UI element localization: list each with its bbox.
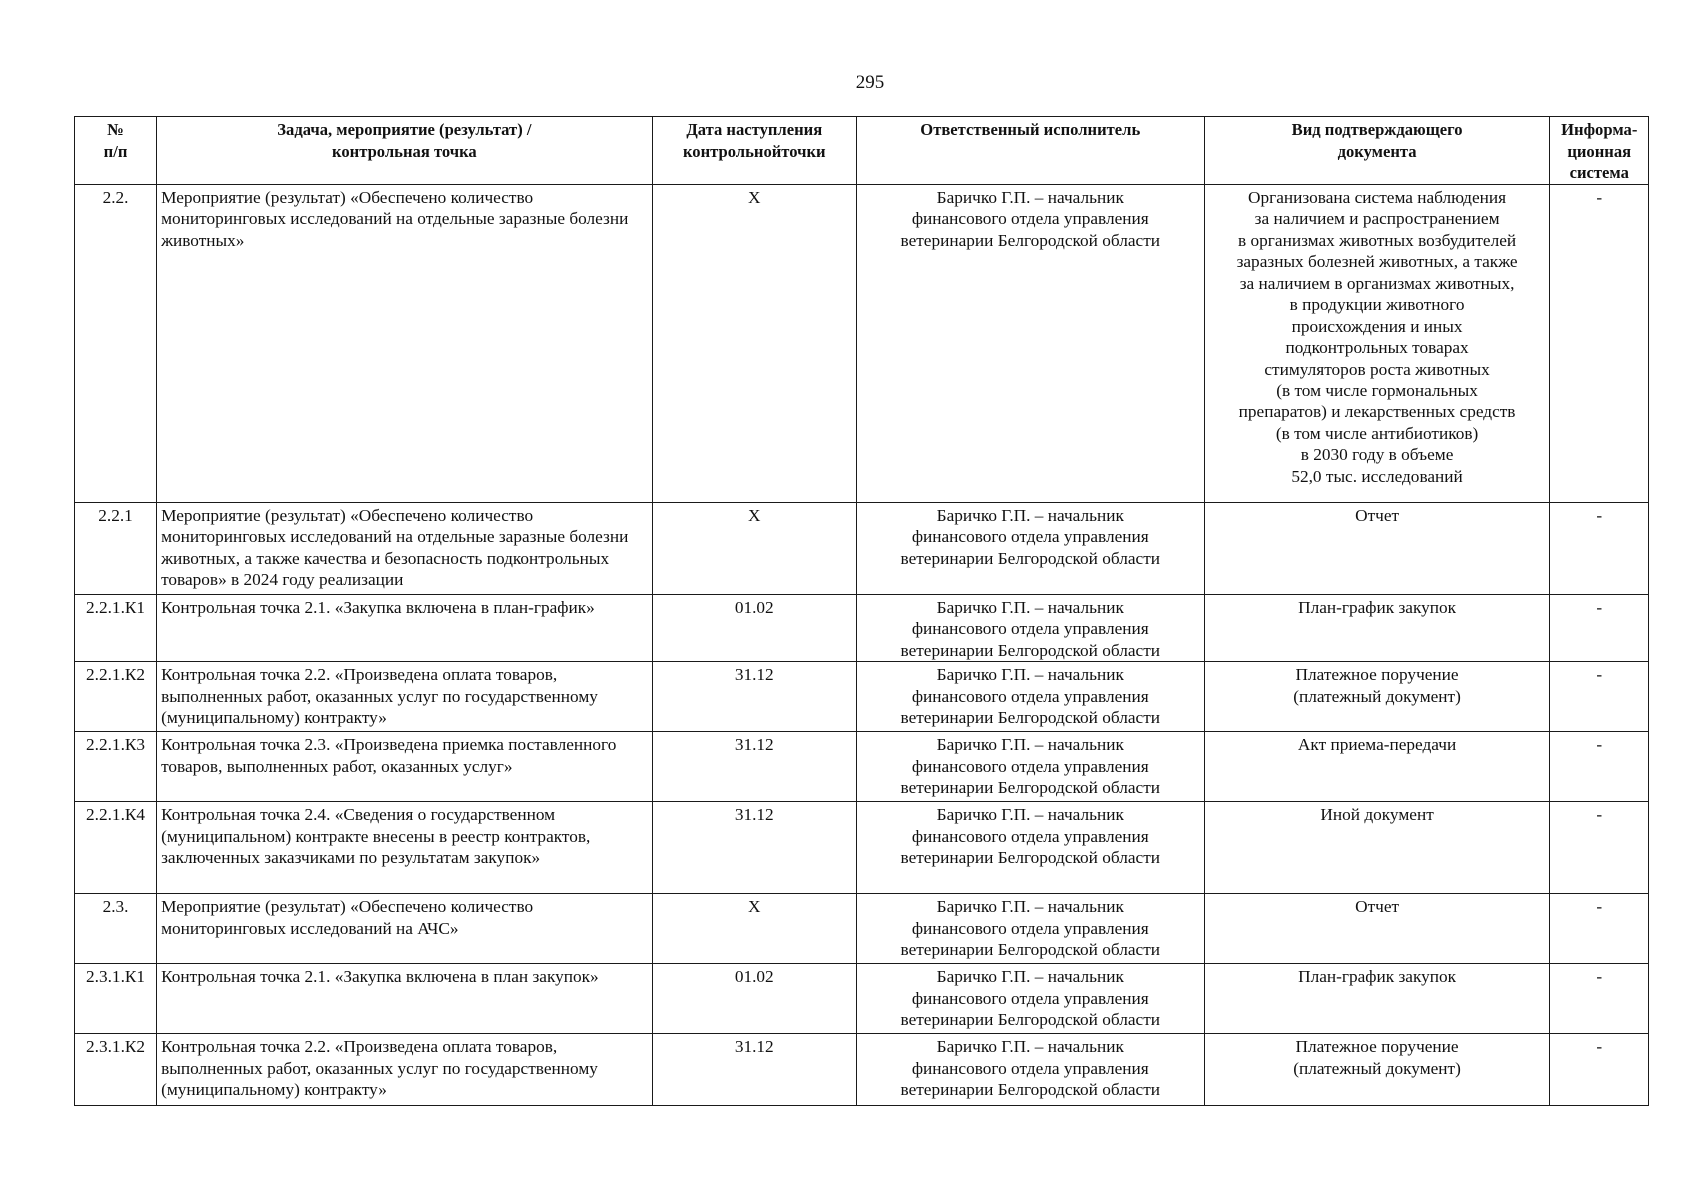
row-executor: Баричко Г.П. – начальник финансового отдела управления ветеринарии Белгородской области: [856, 185, 1204, 503]
row-doc: Платежное поручение (платежный документ): [1204, 1034, 1550, 1106]
row-info: -: [1550, 894, 1649, 964]
row-executor: Баричко Г.П. – начальник финансового отдела управления ветеринарии Белгородской области: [856, 595, 1204, 662]
row-num: 2.2.1.К4: [75, 802, 157, 894]
table-row: [75, 894, 1649, 964]
row-date: 01.02: [652, 595, 856, 662]
row-info: -: [1550, 595, 1649, 662]
row-date: X: [652, 503, 856, 595]
row-num: 2.2.1.К1: [75, 595, 157, 662]
row-task: Контрольная точка 2.2. «Произведена оплата товаров, выполненных работ, оказанных услуг по государственному (муниципальному) контракту»: [157, 662, 653, 732]
table-row: [75, 802, 1649, 894]
row-task: Мероприятие (результат) «Обеспечено количество мониторинговых исследований на отдельные заразные болезни животных»: [157, 185, 653, 503]
row-info: -: [1550, 503, 1649, 595]
row-date: 01.02: [652, 964, 856, 1034]
row-task: Контрольная точка 2.2. «Произведена оплата товаров, выполненных работ, оказанных услуг по государственному (муниципальному) контракту»: [157, 1034, 653, 1106]
row-doc: Акт приема-передачи: [1204, 732, 1550, 802]
row-doc: План-график закупок: [1204, 964, 1550, 1034]
row-num: 2.2.1.К3: [75, 732, 157, 802]
row-task: Контрольная точка 2.3. «Произведена приемка поставленного товаров, выполненных работ, оказанных услуг»: [157, 732, 653, 802]
table-row: [75, 185, 1649, 503]
table-row: [75, 595, 1649, 662]
row-info: -: [1550, 185, 1649, 503]
row-task: Мероприятие (результат) «Обеспечено количество мониторинговых исследований на отдельные заразные болезни животных, а также качества и безопасность подконтрольных товаров» в 2024 году реализации: [157, 503, 653, 595]
header-task: Задача, мероприятие (результат) / контрольная точка: [157, 117, 653, 185]
row-task: Контрольная точка 2.1. «Закупка включена в план-график»: [157, 595, 653, 662]
control-points-table: [74, 116, 1649, 1106]
table-header-row: [75, 117, 1649, 185]
row-doc: Платежное поручение (платежный документ): [1204, 662, 1550, 732]
row-info: -: [1550, 964, 1649, 1034]
page-number: 295: [855, 72, 885, 93]
row-executor: Баричко Г.П. – начальник финансового отдела управления ветеринарии Белгородской области: [856, 964, 1204, 1034]
row-date: X: [652, 894, 856, 964]
header-num: № п/п: [75, 117, 157, 185]
row-num: 2.3.1.К1: [75, 964, 157, 1034]
row-task: Контрольная точка 2.1. «Закупка включена в план закупок»: [157, 964, 653, 1034]
row-executor: Баричко Г.П. – начальник финансового отдела управления ветеринарии Белгородской области: [856, 1034, 1204, 1106]
row-num: 2.3.1.К2: [75, 1034, 157, 1106]
row-info: -: [1550, 662, 1649, 732]
row-executor: Баричко Г.П. – начальник финансового отдела управления ветеринарии Белгородской области: [856, 802, 1204, 894]
row-date: X: [652, 185, 856, 503]
row-doc: Организована система наблюдения за наличием и распространением в организмах животных возбудителей заразных болезней животных, а также за наличием в организмах животных, в продукции животного происхождения и иных подконтрольных товарах стимуляторов роста животных (в том числе гормональных препаратов) и лекарственных средств (в том числе антибиотиков) в 2030 году в объеме 52,0 тыс. исследований: [1204, 185, 1550, 503]
row-num: 2.2.1.К2: [75, 662, 157, 732]
row-num: 2.2.: [75, 185, 157, 503]
row-doc: Иной документ: [1204, 802, 1550, 894]
row-date: 31.12: [652, 732, 856, 802]
header-date: Дата наступления контрольнойточки: [652, 117, 856, 185]
row-doc: План-график закупок: [1204, 595, 1550, 662]
table-row: [75, 662, 1649, 732]
table-row: [75, 964, 1649, 1034]
header-executor: Ответственный исполнитель: [856, 117, 1204, 185]
table-row: [75, 1034, 1649, 1106]
table-row: [75, 732, 1649, 802]
row-info: -: [1550, 802, 1649, 894]
row-num: 2.3.: [75, 894, 157, 964]
row-date: 31.12: [652, 1034, 856, 1106]
row-date: 31.12: [652, 662, 856, 732]
row-doc: Отчет: [1204, 503, 1550, 595]
table-row: [75, 503, 1649, 595]
row-task: Контрольная точка 2.4. «Сведения о государственном (муниципальном) контракте внесены в реестр контрактов, заключенных заказчиками по результатам закупок»: [157, 802, 653, 894]
row-doc: Отчет: [1204, 894, 1550, 964]
row-executor: Баричко Г.П. – начальник финансового отдела управления ветеринарии Белгородской области: [856, 662, 1204, 732]
row-info: -: [1550, 732, 1649, 802]
header-info-system: Информа- ционная система: [1550, 117, 1649, 185]
row-executor: Баричко Г.П. – начальник финансового отдела управления ветеринарии Белгородской области: [856, 503, 1204, 595]
row-num: 2.2.1: [75, 503, 157, 595]
row-task: Мероприятие (результат) «Обеспечено количество мониторинговых исследований на АЧС»: [157, 894, 653, 964]
header-doc-type: Вид подтверждающего документа: [1204, 117, 1550, 185]
row-executor: Баричко Г.П. – начальник финансового отдела управления ветеринарии Белгородской области: [856, 732, 1204, 802]
row-executor: Баричко Г.П. – начальник финансового отдела управления ветеринарии Белгородской области: [856, 894, 1204, 964]
row-date: 31.12: [652, 802, 856, 894]
row-info: -: [1550, 1034, 1649, 1106]
